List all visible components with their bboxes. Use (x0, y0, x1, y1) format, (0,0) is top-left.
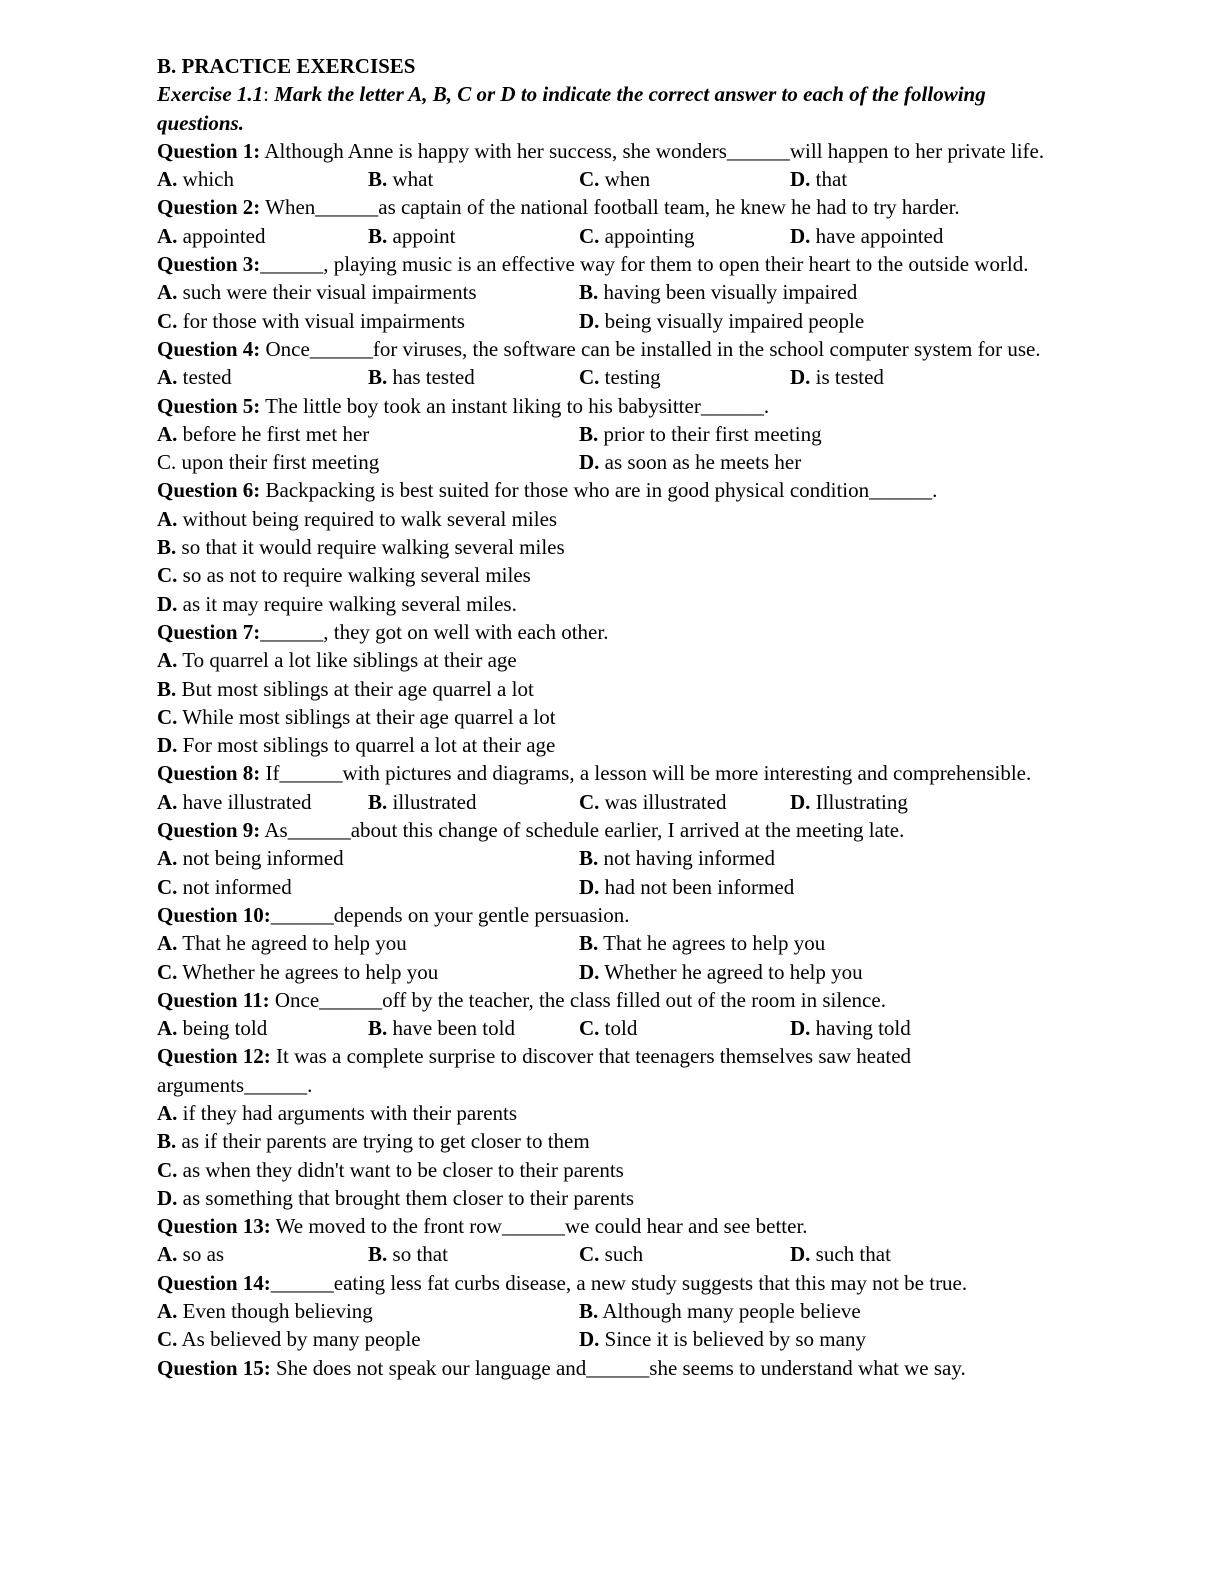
answer-options (157, 646, 1077, 759)
answer-option (579, 222, 790, 250)
question-stem (157, 1212, 1077, 1240)
option-text: illustrated (387, 789, 477, 814)
answer-options (157, 1099, 1077, 1212)
option-text: appointing (599, 223, 695, 248)
option-text: such that (810, 1242, 891, 1267)
question-4 (157, 335, 1077, 392)
option-letter: B. (157, 1129, 177, 1154)
question-text: Although Anne is happy with her success, she wonders______will happen to her private life. (260, 138, 1045, 163)
option-text: appoint (387, 223, 456, 248)
answer-option (368, 363, 579, 391)
answer-option (157, 873, 579, 901)
answer-option (579, 363, 790, 391)
answer-option (579, 165, 790, 193)
option-text: if they had arguments with their parents (177, 1100, 518, 1125)
answer-option (157, 844, 579, 872)
option-letter: D. (790, 789, 811, 814)
option-letter: D. (157, 1185, 178, 1210)
question-text: Once______for viruses, the software can be installed in the school computer system for use. (260, 336, 1041, 361)
option-text: as soon as he meets her (599, 450, 802, 475)
question-13 (157, 1212, 1077, 1269)
question-5 (157, 392, 1077, 477)
option-text: But most siblings at their age quarrel a lot (176, 676, 534, 701)
answer-option (157, 590, 1077, 618)
option-text: Whether he agrees to help you (177, 959, 439, 984)
option-letter: D. (790, 223, 811, 248)
option-letter: A. (157, 648, 178, 673)
question-stem (157, 1269, 1077, 1297)
question-text: ______eating less fat curbs disease, a new study suggests that this may not be true. (270, 1270, 968, 1295)
option-text: That he agreed to help you (177, 931, 407, 956)
question-label: Question 13: (157, 1214, 271, 1239)
option-letter: A. (157, 421, 178, 446)
question-text: ______, playing music is an effective way for them to open their heart to the outside world. (260, 252, 1029, 277)
answer-options (157, 222, 1077, 250)
answer-option (157, 958, 579, 986)
option-text: as if their parents are trying to get closer to them (176, 1129, 590, 1154)
option-text: having told (810, 1016, 911, 1041)
answer-options (157, 1240, 1077, 1268)
option-letter: A. (157, 846, 178, 871)
option-letter: D. (790, 1242, 811, 1267)
option-letter: D. (579, 874, 600, 899)
option-text: is tested (810, 365, 884, 390)
exercise-colon: : (263, 82, 269, 107)
option-letter: B. (579, 280, 599, 305)
option-letter: C. (157, 959, 178, 984)
option-letter: A. (157, 223, 178, 248)
answer-option (157, 703, 1077, 731)
option-text: so that (387, 1242, 448, 1267)
option-letter: C. (579, 223, 600, 248)
option-text: such (599, 1242, 644, 1267)
option-letter: C. (157, 1157, 178, 1182)
option-text: as when they didn't want to be closer to their parents (177, 1157, 624, 1182)
question-text: We moved to the front row______we could hear and see better. (270, 1214, 808, 1239)
option-letter: A. (157, 1242, 178, 1267)
question-label: Question 9: (157, 818, 261, 843)
answer-option (157, 307, 579, 335)
option-letter: B. (579, 846, 599, 871)
question-1 (157, 137, 1077, 194)
question-stem (157, 1354, 1077, 1382)
answer-option (579, 1240, 790, 1268)
option-text: told (599, 1016, 638, 1041)
option-text: has tested (387, 365, 475, 390)
option-text: before he first met her (177, 421, 370, 446)
question-label: Question 14: (157, 1270, 271, 1295)
answer-option (790, 165, 1001, 193)
option-letter: A. (157, 167, 178, 192)
option-letter: C. (579, 1242, 600, 1267)
answer-option (157, 1240, 368, 1268)
question-text: ______depends on your gentle persuasion. (270, 902, 630, 927)
answer-options (157, 788, 1077, 816)
answer-options (157, 844, 1077, 901)
answer-options (157, 929, 1077, 986)
section-title: B. PRACTICE EXERCISES (157, 54, 416, 78)
answer-option (368, 1240, 579, 1268)
option-letter: C. (579, 789, 600, 814)
question-8 (157, 759, 1077, 816)
option-letter: C. (157, 874, 178, 899)
answer-option (157, 646, 1077, 674)
answer-option (157, 561, 1077, 589)
option-letter: A. (157, 789, 178, 814)
option-letter: B. (579, 1299, 599, 1324)
option-text: For most siblings to quarrel a lot at their age (177, 733, 556, 758)
question-stem (157, 335, 1077, 363)
option-text: have appointed (810, 223, 944, 248)
option-text: having been visually impaired (598, 280, 858, 305)
option-letter: D. (579, 959, 600, 984)
option-letter: B. (368, 223, 388, 248)
answer-option (790, 363, 1001, 391)
question-text: She does not speak our language and______she seems to understand what we say. (270, 1355, 966, 1380)
answer-options (157, 1297, 1077, 1354)
option-text: so that it would require walking several miles (176, 535, 565, 560)
question-label: Question 15: (157, 1355, 271, 1380)
option-text: had not been informed (599, 874, 795, 899)
answer-option (157, 929, 579, 957)
option-text: Even though believing (177, 1299, 373, 1324)
option-letter: D. (790, 365, 811, 390)
option-letter: B. (368, 365, 388, 390)
question-label: Question 12: (157, 1044, 271, 1069)
question-label: Question 4: (157, 336, 261, 361)
answer-option (157, 1184, 1077, 1212)
answer-option (579, 1325, 1001, 1353)
question-text: As______about this change of schedule earlier, I arrived at the meeting late. (260, 818, 905, 843)
answer-option (157, 222, 368, 250)
option-letter: A. (157, 506, 178, 531)
option-letter: A. (157, 1100, 178, 1125)
exercise-instruction (157, 80, 1077, 137)
option-text: that (810, 167, 848, 192)
question-label: Question 1: (157, 138, 261, 163)
option-text: C. upon their first meeting (157, 450, 380, 475)
practice-exercises-page (157, 52, 1077, 1382)
option-text: what (387, 167, 434, 192)
option-text: have illustrated (177, 789, 312, 814)
question-15 (157, 1354, 1077, 1382)
question-7 (157, 618, 1077, 759)
answer-option (579, 958, 1001, 986)
answer-option (157, 1014, 368, 1042)
option-letter: D. (579, 308, 600, 333)
answer-option (579, 278, 1001, 306)
option-letter: B. (579, 931, 599, 956)
answer-option (157, 1127, 1077, 1155)
option-letter: D. (157, 591, 178, 616)
answer-options (157, 363, 1077, 391)
answer-options (157, 505, 1077, 618)
option-letter: D. (579, 1327, 600, 1352)
option-text: not being informed (177, 846, 344, 871)
question-3 (157, 250, 1077, 335)
answer-option (368, 1014, 579, 1042)
option-text: Since it is believed by so many (599, 1327, 866, 1352)
answer-option (790, 788, 1001, 816)
option-text: as it may require walking several miles. (177, 591, 517, 616)
answer-option (579, 873, 1001, 901)
option-text: as something that brought them closer to their parents (177, 1185, 635, 1210)
answer-option (157, 675, 1077, 703)
exercise-label: Exercise 1.1 (157, 82, 264, 107)
option-text: prior to their first meeting (598, 421, 822, 446)
option-letter: C. (157, 704, 178, 729)
answer-option (579, 1297, 1001, 1325)
answer-option (579, 307, 1001, 335)
answer-option (157, 420, 579, 448)
option-letter: D. (790, 167, 811, 192)
option-letter: B. (368, 1016, 388, 1041)
question-label: Question 10: (157, 902, 271, 927)
question-label: Question 2: (157, 195, 261, 220)
question-text: Backpacking is best suited for those who are in good physical condition______. (260, 478, 938, 503)
answer-option (579, 844, 1001, 872)
option-letter: C. (579, 167, 600, 192)
question-stem (157, 816, 1077, 844)
question-14 (157, 1269, 1077, 1354)
option-text: being told (177, 1016, 268, 1041)
question-stem (157, 250, 1077, 278)
answer-option (157, 1325, 579, 1353)
question-stem (157, 193, 1077, 221)
option-letter: B. (579, 421, 599, 446)
question-12 (157, 1042, 1077, 1212)
answer-option (790, 1014, 1001, 1042)
option-text: To quarrel a lot like siblings at their age (177, 648, 517, 673)
answer-option (157, 278, 579, 306)
option-text: not having informed (598, 846, 775, 871)
question-label: Question 5: (157, 393, 261, 418)
option-text: was illustrated (599, 789, 727, 814)
option-text: have been told (387, 1016, 515, 1041)
question-label: Question 3: (157, 252, 261, 277)
option-text: Whether he agreed to help you (599, 959, 863, 984)
option-text: being visually impaired people (599, 308, 865, 333)
option-letter: D. (790, 1016, 811, 1041)
question-text: If______with pictures and diagrams, a lesson will be more interesting and comprehensible. (260, 761, 1032, 786)
exercise-instruction-text: Mark the letter A, B, C or D to indicate the correct answer to each of the following questions. (157, 82, 986, 135)
option-text: Illustrating (810, 789, 908, 814)
option-letter: C. (579, 365, 600, 390)
question-10 (157, 901, 1077, 986)
option-letter: B. (368, 167, 388, 192)
answer-option (157, 363, 368, 391)
option-text: not informed (177, 874, 292, 899)
question-stem (157, 986, 1077, 1014)
option-letter: A. (157, 280, 178, 305)
option-text: That he agrees to help you (598, 931, 826, 956)
answer-option (790, 1240, 1001, 1268)
option-letter: A. (157, 1016, 178, 1041)
option-text: for those with visual impairments (177, 308, 465, 333)
answer-option (368, 788, 579, 816)
option-text: when (599, 167, 651, 192)
answer-option (157, 165, 368, 193)
answer-options (157, 278, 1077, 335)
question-2 (157, 193, 1077, 250)
question-text: It was a complete surprise to discover that teenagers themselves saw heated arguments______. (157, 1044, 912, 1097)
question-stem (157, 901, 1077, 929)
answer-option (579, 788, 790, 816)
option-letter: C. (157, 563, 178, 588)
answer-option (579, 1014, 790, 1042)
question-6 (157, 476, 1077, 617)
question-stem (157, 1042, 977, 1099)
option-text: so as (177, 1242, 225, 1267)
answer-option (157, 533, 1077, 561)
option-letter: B. (368, 789, 388, 814)
option-letter: D. (157, 733, 178, 758)
question-11 (157, 986, 1077, 1043)
option-text: testing (599, 365, 661, 390)
option-text: tested (177, 365, 232, 390)
answer-option (579, 448, 1001, 476)
option-letter: A. (157, 365, 178, 390)
option-letter: B. (157, 676, 177, 701)
option-letter: C. (157, 308, 178, 333)
question-9 (157, 816, 1077, 901)
question-list (157, 137, 1077, 1382)
answer-option (790, 222, 1001, 250)
option-text: Although many people believe (598, 1299, 861, 1324)
answer-option (157, 1099, 1077, 1127)
question-text: When______as captain of the national football team, he knew he had to try harder. (260, 195, 960, 220)
answer-option (368, 165, 579, 193)
option-text: While most siblings at their age quarrel a lot (177, 704, 556, 729)
option-letter: C. (157, 1327, 178, 1352)
answer-option (579, 929, 1001, 957)
answer-option (157, 788, 368, 816)
answer-option (157, 448, 579, 476)
option-letter: B. (157, 535, 177, 560)
answer-options (157, 165, 1077, 193)
question-label: Question 11: (157, 987, 270, 1012)
answer-option (157, 1297, 579, 1325)
answer-option (157, 505, 1077, 533)
option-letter: A. (157, 931, 178, 956)
option-text: appointed (177, 223, 266, 248)
option-letter: C. (579, 1016, 600, 1041)
answer-option (368, 222, 579, 250)
option-text: such were their visual impairments (177, 280, 477, 305)
question-stem (157, 618, 1077, 646)
option-letter: A. (157, 1299, 178, 1324)
option-text: without being required to walk several miles (177, 506, 558, 531)
answer-option (579, 420, 1001, 448)
question-stem (157, 759, 1077, 787)
question-stem (157, 392, 1077, 420)
option-letter: D. (579, 450, 600, 475)
question-label: Question 7: (157, 619, 261, 644)
answer-option (157, 731, 1077, 759)
question-stem (157, 476, 1077, 504)
option-letter: B. (368, 1242, 388, 1267)
question-stem (157, 137, 1077, 165)
option-text: so as not to require walking several miles (177, 563, 531, 588)
question-text: Once______off by the teacher, the class filled out of the room in silence. (269, 987, 886, 1012)
question-text: ______, they got on well with each other. (260, 619, 609, 644)
option-text: which (177, 167, 234, 192)
option-text: As believed by many people (177, 1327, 421, 1352)
answer-option (157, 1156, 1077, 1184)
answer-options (157, 420, 1077, 477)
question-text: The little boy took an instant liking to his babysitter______. (260, 393, 770, 418)
answer-options (157, 1014, 1077, 1042)
question-label: Question 6: (157, 478, 261, 503)
question-label: Question 8: (157, 761, 261, 786)
